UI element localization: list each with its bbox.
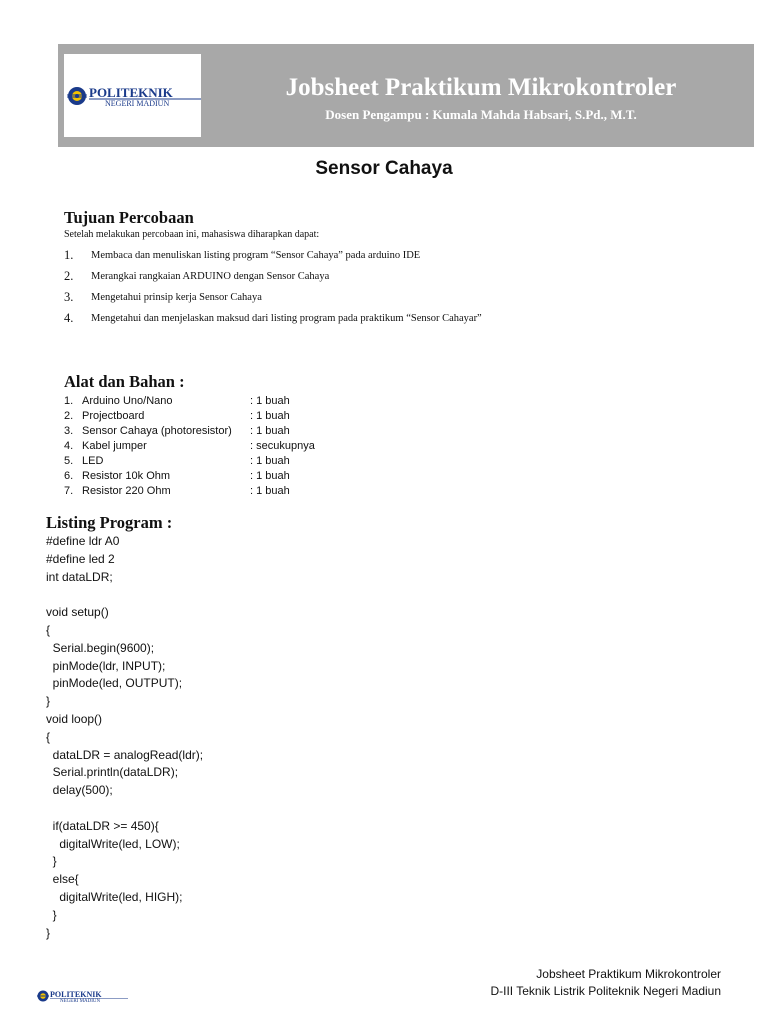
code-line: dataLDR = analogRead(ldr);	[46, 747, 204, 762]
code-line: void setup()	[46, 605, 109, 620]
list-number: 2.	[64, 269, 74, 283]
tool-name: LED	[82, 454, 104, 467]
politeknik-footer-logo-icon	[36, 989, 128, 1003]
tools-list	[64, 393, 315, 498]
list-text: Membaca dan menuliskan listing program “Sensor Cahaya” pada arduino IDE	[91, 250, 421, 261]
tool-qty: : 1 buah	[250, 454, 290, 467]
tool-name: Resistor 220 Ohm	[82, 484, 171, 497]
code-line: #define ldr A0	[46, 534, 120, 548]
page-header	[58, 44, 754, 147]
header-subtitle: Dosen Pengampu : Kumala Mahda Habsari, S.Pd., M.T.	[325, 107, 637, 122]
list-item	[64, 266, 684, 287]
list-number: 4.	[64, 439, 74, 452]
svg-text:POLITEKNIK: POLITEKNIK	[50, 990, 102, 999]
code-line: }	[46, 925, 51, 940]
code-line: {	[46, 729, 51, 744]
svg-text:NEGERI MADIUN: NEGERI MADIUN	[104, 98, 169, 108]
code-line: }	[46, 907, 57, 922]
list-item	[64, 245, 684, 266]
list-item	[64, 393, 315, 408]
list-number: 3.	[64, 290, 74, 304]
tool-name: Kabel jumper	[82, 439, 147, 452]
footer-line-1: Jobsheet Praktikum Mikrokontroler	[536, 967, 721, 981]
header-title: Jobsheet Praktikum Mikrokontroler	[285, 74, 677, 101]
svg-text:POLITEKNIK: POLITEKNIK	[88, 84, 173, 100]
list-text: Mengetahui dan menjelaskan maksud dari listing program pada praktikum “Sensor Cahayar”	[91, 313, 482, 324]
list-item	[64, 468, 315, 483]
list-item	[64, 408, 315, 423]
tool-qty: : 1 buah	[250, 484, 290, 497]
list-number: 1.	[64, 394, 74, 407]
objectives-heading: Tujuan Percobaan	[64, 208, 194, 227]
tool-qty: : secukupnya	[250, 439, 315, 452]
tool-name: Arduino Uno/Nano	[82, 394, 173, 407]
tool-name: Resistor 10k Ohm	[82, 469, 171, 482]
list-item	[64, 308, 684, 329]
tool-qty: : 1 buah	[250, 409, 290, 422]
tool-qty: : 1 buah	[250, 424, 290, 437]
code-line: pinMode(led, OUTPUT);	[46, 676, 183, 691]
code-line: Serial.println(dataLDR);	[46, 765, 179, 780]
tool-name: Sensor Cahaya (photoresistor)	[82, 424, 232, 437]
code-line: else{	[46, 872, 79, 887]
code-line: digitalWrite(led, LOW);	[46, 836, 180, 851]
tools-heading: Alat dan Bahan :	[64, 372, 185, 391]
tool-name: Projectboard	[82, 409, 145, 422]
objectives-intro: Setelah melakukan percobaan ini, mahasiswa diharapkan dapat:	[64, 229, 320, 240]
list-number: 7.	[64, 484, 74, 497]
list-text: Mengetahui prinsip kerja Sensor Cahaya	[91, 292, 262, 303]
list-number: 2.	[64, 409, 74, 422]
list-item	[64, 453, 315, 468]
code-line: Serial.begin(9600);	[46, 640, 155, 655]
list-number: 6.	[64, 469, 74, 482]
list-item	[64, 483, 315, 498]
code-line: }	[46, 694, 51, 709]
code-line: }	[46, 854, 57, 869]
code-line: pinMode(ldr, INPUT);	[46, 658, 166, 673]
code-line: if(dataLDR >= 450){	[46, 818, 159, 833]
code-line: delay(500);	[46, 783, 113, 798]
objectives-list	[64, 245, 684, 329]
listing-heading: Listing Program :	[46, 513, 173, 532]
list-number: 3.	[64, 424, 74, 437]
code-line: digitalWrite(led, HIGH);	[46, 889, 183, 904]
list-text: Merangkai rangkaian ARDUINO dengan Sensor Cahaya	[91, 271, 330, 282]
list-number: 5.	[64, 454, 74, 467]
institution-logo	[64, 54, 201, 137]
code-listing	[46, 533, 446, 942]
svg-text:NEGERI MADIUN: NEGERI MADIUN	[60, 999, 101, 1003]
code-line: #define led 2	[46, 551, 115, 566]
code-line	[46, 586, 446, 604]
footer-logo	[36, 989, 128, 1008]
page-footer	[490, 966, 721, 1000]
document-title: Sensor Cahaya	[315, 158, 453, 179]
politeknik-logo-icon	[65, 84, 201, 108]
tool-qty: : 1 buah	[250, 469, 290, 482]
list-item	[64, 438, 315, 453]
tool-qty: : 1 buah	[250, 394, 290, 407]
list-item	[64, 423, 315, 438]
code-line: int dataLDR;	[46, 569, 113, 584]
list-item	[64, 287, 684, 308]
code-line: void loop()	[46, 711, 103, 726]
code-line: {	[46, 622, 51, 637]
list-number: 1.	[64, 248, 74, 262]
code-line	[46, 800, 446, 818]
footer-line-2: D-III Teknik Listrik Politeknik Negeri Madiun	[490, 984, 721, 998]
list-number: 4.	[64, 311, 74, 325]
